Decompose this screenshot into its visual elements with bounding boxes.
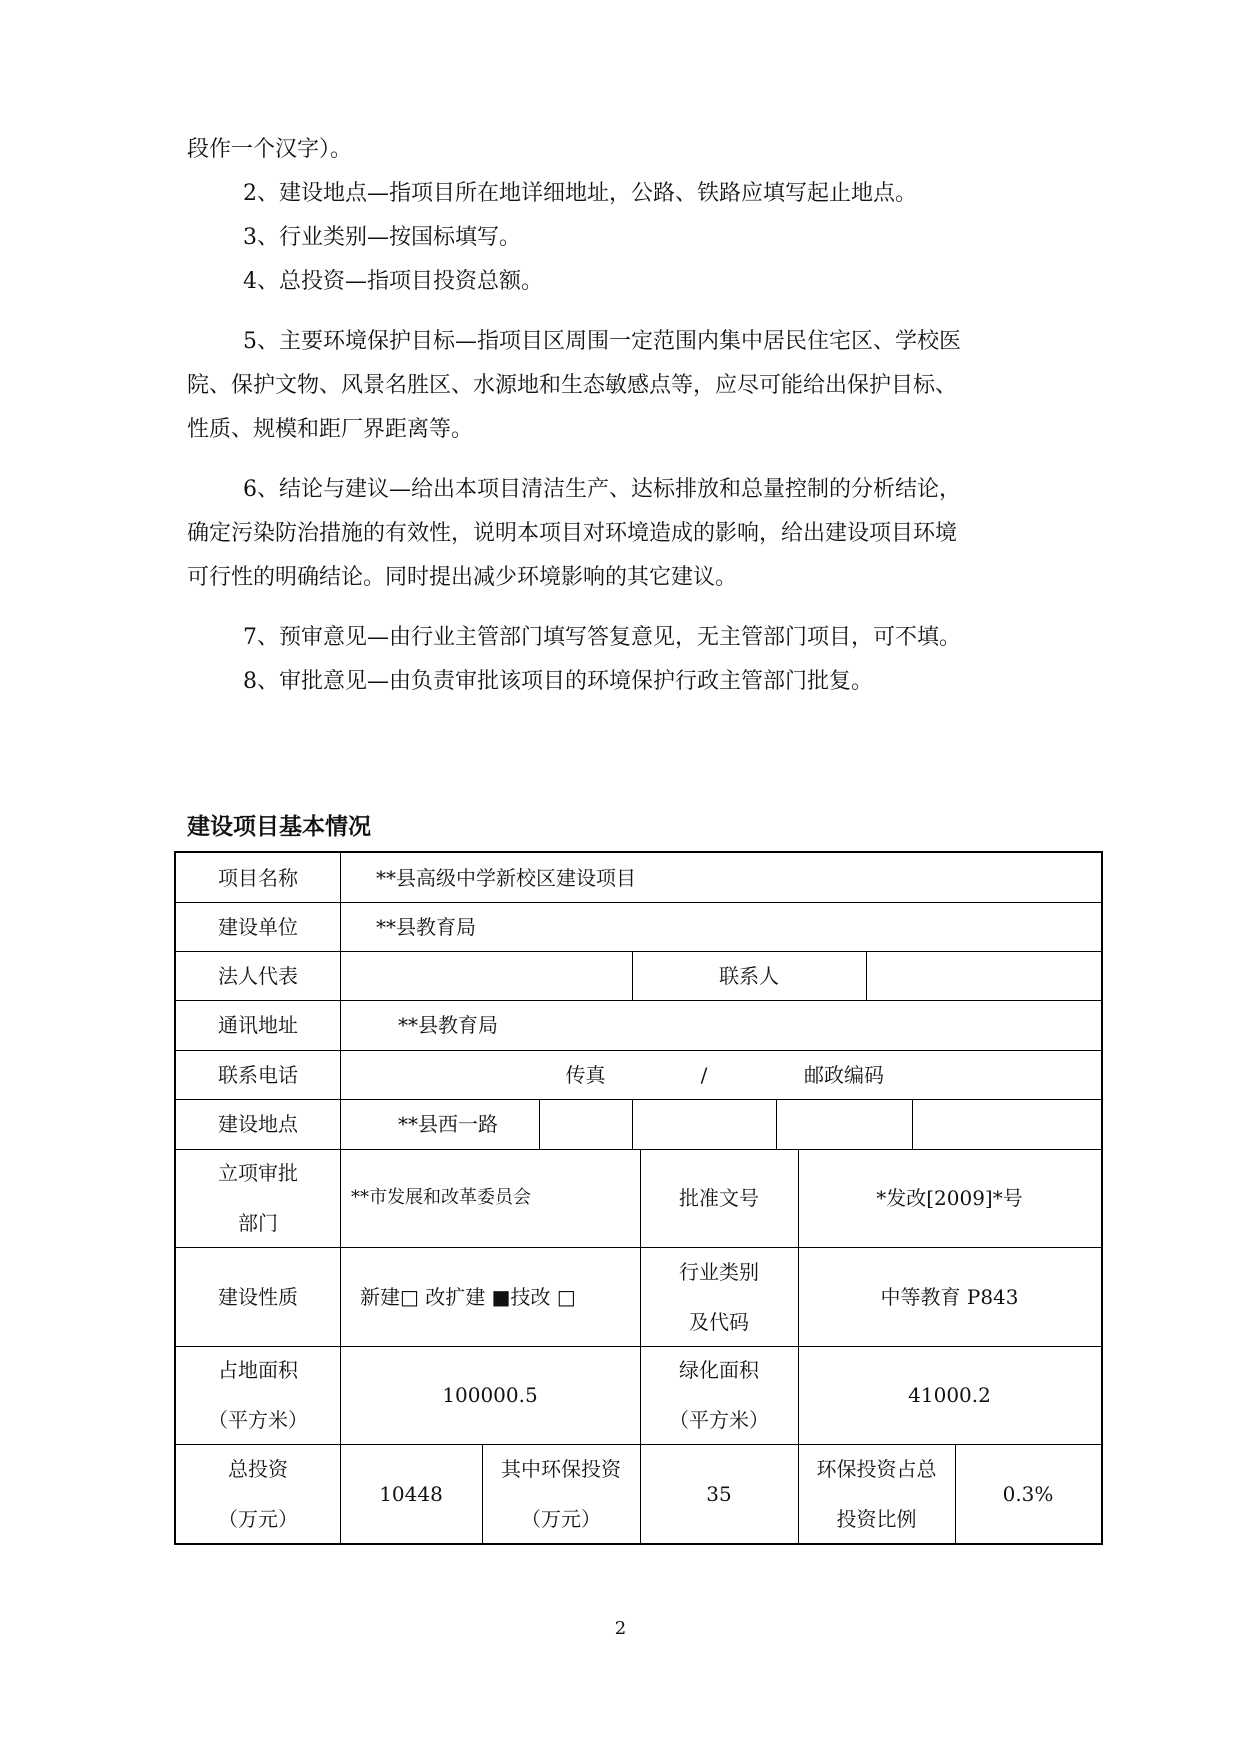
instruction-item-7: 7、预审意见—由行业主管部门填写答复意见，无主管部门项目，可不填。 (243, 625, 961, 650)
approval-no-value: *发改[2009]*号 (876, 1186, 1023, 1210)
env-investment-label (482, 1444, 640, 1543)
industry-label-line1: 行业类别 (679, 1259, 759, 1284)
green-area-label-line1: 绿化面积 (679, 1358, 759, 1382)
green-area-label-line2: （平方米） (669, 1408, 769, 1432)
location-label: 建设地点 (218, 1112, 298, 1136)
approval-dept-label-line2: 部门 (238, 1211, 278, 1235)
instruction-item-6-line1: 6、结论与建议—给出本项目清洁生产、达标排放和总量控制的分析结论， (243, 477, 961, 502)
instruction-item-2: 2、建设地点—指项目所在地详细地址，公路、铁路应填写起止地点。 (243, 181, 917, 206)
phone-label: 联系电话 (218, 1062, 298, 1087)
instruction-item-6-line3: 可行性的明确结论。同时提出减少环境影响的其它建议。 (187, 565, 738, 590)
postcode-value (912, 1050, 1101, 1099)
env-investment-value: 35 (706, 1481, 732, 1506)
page-number: 2 (614, 1618, 627, 1639)
project-name-label: 项目名称 (218, 865, 298, 890)
land-area-label-line1: 占地面积 (218, 1358, 298, 1382)
approval-dept-label (176, 1149, 340, 1247)
postcode-label: 邮政编码 (804, 1062, 884, 1087)
instruction-item-4: 4、总投资—指项目投资总额。 (243, 269, 543, 294)
env-investment-label-line1: 其中环保投资 (501, 1456, 621, 1481)
fax-label: 传真 (565, 1062, 606, 1087)
location-value: **县西一路 (398, 1112, 498, 1136)
total-investment-label (176, 1444, 340, 1543)
instruction-item-3: 3、行业类别—按国标填写。 (243, 225, 521, 250)
instruction-line-p0: 段作一个汉字）。 (187, 137, 353, 162)
approval-dept-label-line1: 立项审批 (218, 1161, 298, 1185)
env-investment-label-line2: （万元） (521, 1506, 601, 1531)
legal-rep-label: 法人代表 (218, 963, 298, 988)
address-label: 通讯地址 (218, 1013, 298, 1037)
land-area-value: 100000.5 (442, 1383, 538, 1407)
land-area-label-line2: （平方米） (208, 1408, 308, 1432)
builder-label: 建设单位 (218, 914, 298, 939)
industry-label (640, 1247, 798, 1346)
env-ratio-label (798, 1444, 955, 1543)
project-name-value: **县高级中学新校区建设项目 (376, 865, 636, 890)
env-ratio-label-line2: 投资比例 (836, 1506, 917, 1531)
total-investment-label-line2: （万元） (218, 1506, 298, 1531)
green-area-label (640, 1346, 798, 1444)
industry-value: 中等教育 P843 (880, 1284, 1019, 1309)
env-ratio-value: 0.3% (1002, 1481, 1054, 1506)
instruction-item-5-line3: 性质、规模和距厂界距离等。 (187, 417, 474, 442)
approval-dept-value: **市发展和改革委员会 (351, 1187, 531, 1208)
land-area-label (176, 1346, 340, 1444)
env-ratio-label-line1: 环保投资占总 (816, 1456, 937, 1481)
contact-label: 联系人 (719, 963, 779, 988)
instruction-item-8: 8、审批意见—由负责审批该项目的环境保护行政主管部门批复。 (243, 669, 873, 694)
contact-value (866, 951, 1101, 1000)
instruction-item-5-line1: 5、主要环境保护目标—指项目区周围一定范围内集中居民住宅区、学校医 (243, 329, 961, 354)
green-area-value: 41000.2 (908, 1383, 991, 1407)
industry-label-line2: 及代码 (689, 1309, 749, 1334)
instruction-item-6-line2: 确定污染防治措施的有效性，说明本项目对环境造成的影响，给出建设项目环境 (187, 521, 958, 546)
legal-rep-value (340, 951, 632, 1000)
total-investment-label-line1: 总投资 (228, 1456, 288, 1481)
total-investment-value: 10448 (379, 1481, 443, 1506)
fax-value: / (700, 1062, 708, 1087)
nature-label: 建设性质 (218, 1284, 298, 1309)
instruction-item-5-line2: 院、保护文物、风景名胜区、水源地和生态敏感点等，应尽可能给出保护目标、 (187, 373, 958, 398)
project-info-table (174, 851, 1103, 1545)
phone-value (340, 1050, 539, 1099)
approval-no-label: 批准文号 (679, 1186, 759, 1210)
builder-value: **县教育局 (376, 914, 476, 939)
section-title: 建设项目基本情况 (187, 814, 371, 840)
nature-value: 新建□ 改扩建 ■技改 □ (360, 1284, 576, 1309)
address-value: **县教育局 (398, 1013, 498, 1037)
